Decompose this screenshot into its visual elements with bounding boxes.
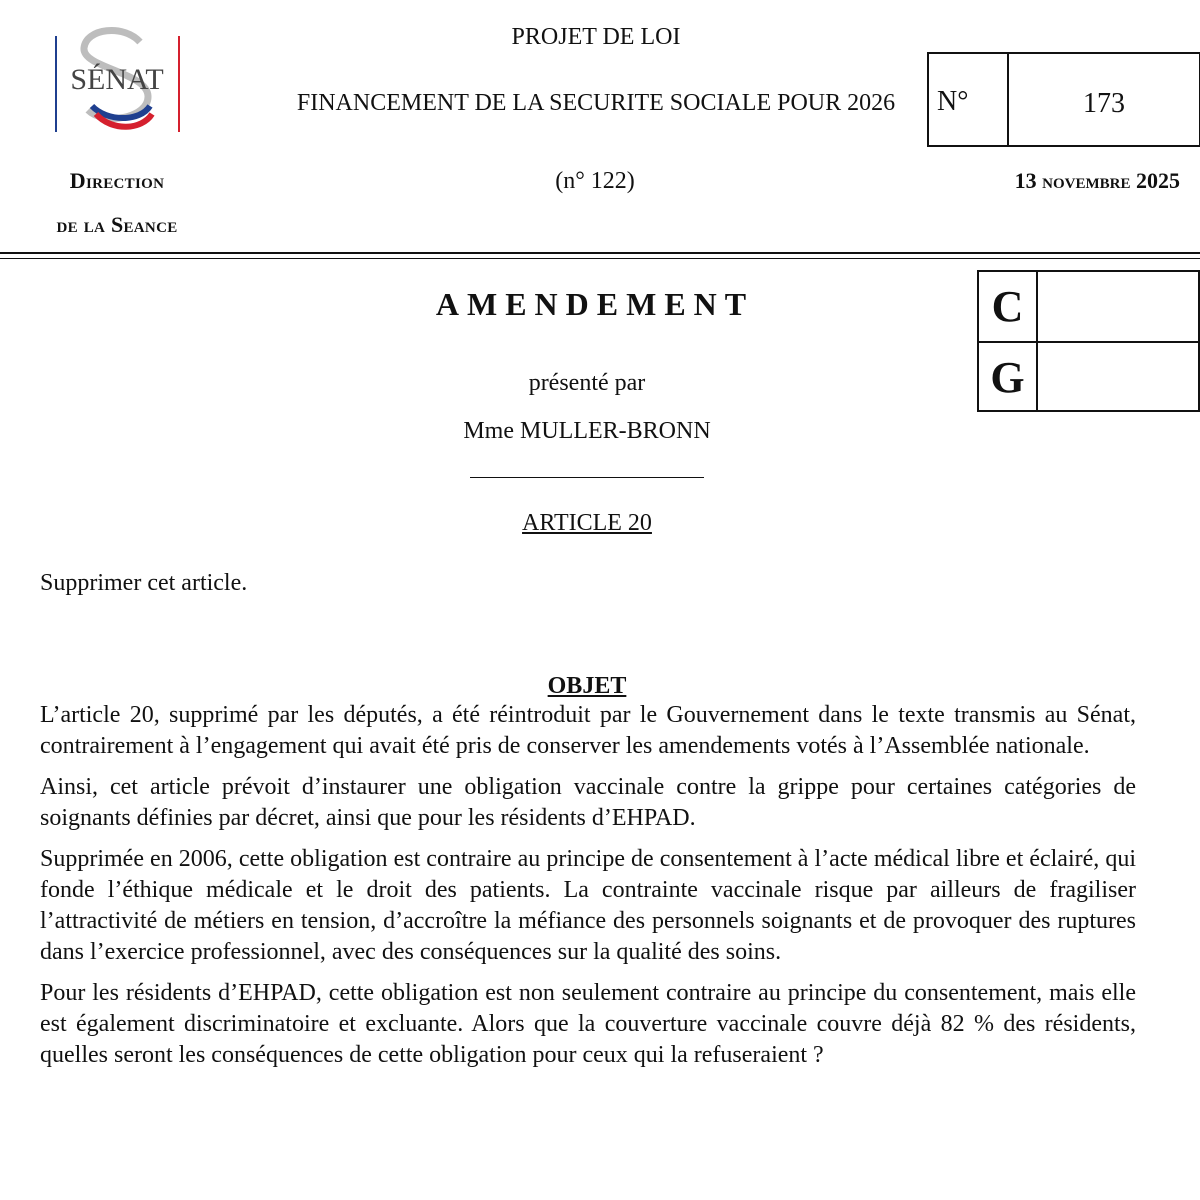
number-box [927,52,1200,147]
box-letter-c: C [979,272,1038,341]
instruction: Supprimer cet article. [40,570,248,596]
box-row-g [979,341,1198,412]
objet-heading: OBJET [547,673,627,699]
bill-title: FINANCEMENT DE LA SECURITE SOCIALE POUR 2026 [296,90,896,116]
objet-paragraph-2: Ainsi, cet article prévoit d’instaurer une obligation vaccinale contre la grippe pour certaines catégories de soignants définies par décret, ainsi que pour les résidents d’EHPAD. [40,774,1136,831]
objet-paragraph-3: Supprimée en 2006, cette obligation est contraire au principe de consentement à l’acte médical libre et éclairé, qui fonde l’éthique médicale et le droit des patients. La contrainte vaccinale risque par ailleurs de fragiliser l’attractivité de métiers en tension, d’accroître la méfiance des personnels soignants et de provoquer des ruptures dans l’exercice professionnel, avec des conséquences sur la qualité des soins. [40,846,1136,965]
direction-line2: de la Seance [56,212,178,237]
presented-by-label: présenté par [528,370,646,396]
number-label: N° [929,54,1009,145]
box-letter-g: G [979,343,1038,412]
box-cell-c [1038,272,1198,341]
objet-paragraph-1: L’article 20, supprimé par les députés, a été réintroduit par le Gouvernement dans le texte transmis au Sénat, contrairement à l’engagement qui avait été pris de conserver les amendements votés à l’Assemblée nationale. [40,702,1136,759]
box-cell-g [1038,343,1198,412]
author: Mme MULLER-BRONN [463,418,711,444]
objet-paragraph-4: Pour les résidents d’EHPAD, cette obligation est non seulement contraire au principe du consentement, mais elle est également discriminatoire et excluante. Alors que la couverture vaccinale couvre déjà 82 % des résidents, quelles seront les conséquences de cette obligation pour ceux qui la refuseraient ? [40,980,1136,1068]
header-rule-bottom [0,258,1200,259]
amendment-title: AMENDEMENT [435,286,755,322]
objet-body [40,700,1136,1081]
date: 13 novembre 2025 [1014,168,1180,193]
logo-text: SÉNAT [70,63,164,96]
commission-box [977,270,1200,412]
number-value: 173 [1083,88,1125,119]
bill-type: PROJET DE LOI [511,24,681,50]
article-heading: ARTICLE 20 [522,510,652,536]
header-rule-top [0,252,1200,254]
separator [470,477,704,478]
direction-line1: Direction [69,168,165,193]
bill-ref: (n° 122) [555,168,635,194]
box-row-c [979,272,1198,341]
senat-logo [52,14,182,142]
